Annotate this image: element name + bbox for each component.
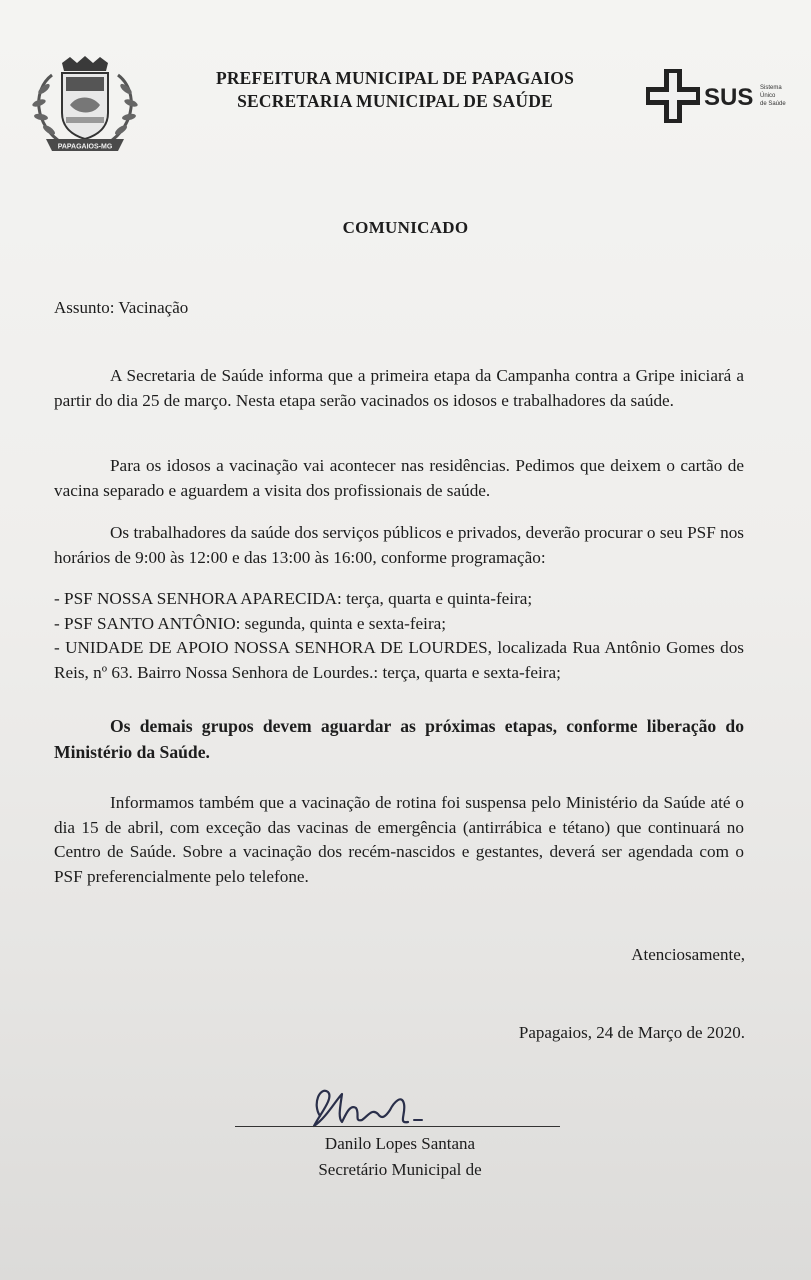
paragraph-campaign: A Secretaria de Saúde informa que a primeira etapa da Campanha contra a Gripe iniciará a partir do dia 25 de março. Nesta etapa serão vacinados os idosos e trabalhadores da saúde.: [54, 366, 744, 410]
paragraph-routine-vaccination: Informamos também que a vacinação de rotina foi suspensa pelo Ministério da Saúde até o dia 15 de abril, com exceção das vacinas de emergência (antirrábica e tétano) que continuará no Centro de Saúde. Sobre a vacinação dos recém-nascidos e gestantes, deverá ser agendada com o PSF preferencialmente pelo telefone.: [54, 793, 744, 886]
org-line-1: PREFEITURA MUNICIPAL DE PAPAGAIOS: [215, 68, 575, 88]
org-line-2: SECRETARIA MUNICIPAL DE SAÚDE: [237, 91, 553, 111]
schedule-list: [54, 587, 744, 685]
place-date: Papagaios, 24 de Março de 2020.: [518, 1023, 745, 1042]
sus-cross-logo-icon: [642, 65, 802, 125]
signer-name: Danilo Lopes Santana: [324, 1134, 476, 1153]
document-title: COMUNICADO: [342, 218, 469, 237]
list-item: - PSF NOSSA SENHORA APARECIDA: terça, quarta e quinta-feira;: [54, 589, 533, 608]
letterhead: [22, 55, 792, 165]
organization-name: [190, 67, 600, 113]
crest-ribbon-text: PAPAGAIOS-MG: [57, 143, 113, 151]
sus-sub-2: Único: [760, 93, 776, 99]
list-item: - UNIDADE DE APOIO NOSSA SENHORA DE LOURDES, localizada Rua Antônio Gomes dos Reis, nº 63. Bairro Nossa Senhora de Lourdes.: terça, quarta e sexta-feira;: [54, 638, 744, 682]
signer-block: [300, 1131, 500, 1183]
signature-line: [235, 1126, 560, 1127]
subject-line: Assunto: Vacinação: [54, 298, 189, 317]
sus-sub-3: de Saúde: [760, 101, 786, 107]
paragraph-other-groups: Os demais grupos devem aguardar as próximas etapas, conforme liberação do Ministério da Saúde.: [54, 716, 744, 762]
handwritten-signature-icon: [290, 1074, 450, 1134]
paragraph-elderly: Para os idosos a vacinação vai acontecer nas residências. Pedimos que deixem o cartão de vacina separado e aguardem a visita dos profissionais de saúde.: [54, 456, 744, 500]
municipal-coat-of-arms-icon: [22, 55, 148, 155]
signer-role: Secretário Municipal de: [318, 1160, 482, 1179]
list-item: - PSF SANTO ANTÔNIO: segunda, quinta e sexta-feira;: [54, 613, 447, 633]
sus-label: SUS: [704, 84, 754, 111]
paragraph-health-workers: Os trabalhadores da saúde dos serviços públicos e privados, deverão procurar o seu PSF nos horários de 9:00 às 12:00 e das 13:00 às 16:00, conforme programação:: [54, 523, 744, 567]
sus-sub-1: Sistema: [760, 85, 782, 91]
closing-salutation: Atenciosamente,: [631, 945, 745, 964]
